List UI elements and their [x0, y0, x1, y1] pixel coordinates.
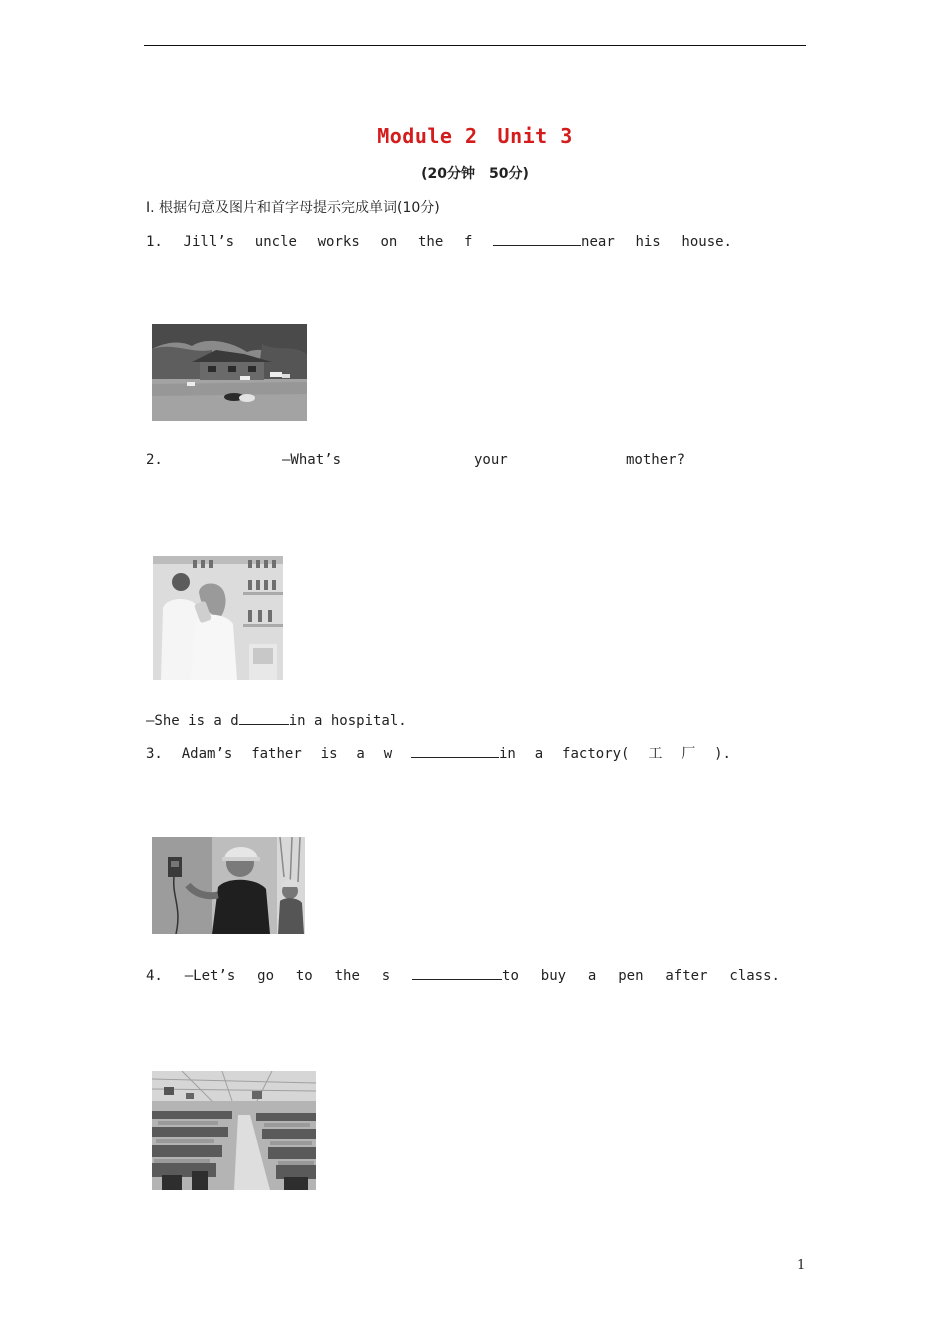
- section-heading: Ⅰ. 根据句意及图片和首字母提示完成单词(10分): [146, 200, 440, 216]
- worker-photo: [152, 837, 305, 934]
- question-3: [146, 743, 731, 763]
- question-4: [146, 965, 780, 984]
- farm-photo: [152, 324, 307, 421]
- q1-word: f: [463, 234, 473, 250]
- q1-word: uncle: [254, 234, 297, 250]
- q3-word: 厂: [681, 746, 696, 762]
- q4-word: buy: [540, 968, 567, 984]
- q3-word: is: [320, 746, 338, 762]
- q3-word: factory(: [562, 746, 630, 762]
- q3-word: w: [383, 746, 393, 762]
- q1-word: house.: [681, 234, 732, 250]
- q4-word: class.: [729, 968, 780, 984]
- q1-answer: near: [493, 231, 615, 250]
- q3-blank[interactable]: [411, 743, 499, 758]
- q4-answer: to: [412, 965, 519, 984]
- q1-blank[interactable]: [493, 231, 581, 246]
- q3-number: 3.: [146, 746, 163, 762]
- q3-word: father: [251, 746, 302, 762]
- q2-word: your: [474, 452, 508, 468]
- q4-word: s: [381, 968, 391, 984]
- q3-word: Adam’s: [181, 746, 233, 762]
- subtitle-time: (20分钟: [421, 166, 475, 182]
- q2-word: mother?: [626, 452, 686, 468]
- page-number: 1: [797, 1258, 806, 1273]
- page-title: [0, 124, 950, 148]
- q4-word: pen: [618, 968, 644, 984]
- q4-blank[interactable]: [412, 965, 502, 980]
- q3-word: 工: [648, 746, 663, 762]
- q1-word: Jill’s: [183, 234, 235, 250]
- q1-word: his: [635, 234, 661, 250]
- q4-word: go: [257, 968, 275, 984]
- question-2: [146, 452, 691, 472]
- q3-word: a: [534, 746, 544, 762]
- q2-answer-line: [146, 710, 407, 729]
- q3-word: a: [356, 746, 365, 762]
- q2-number: 2.: [146, 452, 163, 468]
- q1-word: works: [317, 234, 360, 250]
- q4-word: the: [334, 968, 360, 984]
- doctor-photo: [153, 556, 283, 680]
- title-unit: Unit 3: [497, 124, 573, 148]
- q2-word: —What’s: [282, 452, 342, 468]
- title-module: Module 2: [377, 124, 478, 148]
- subtitle-score: 50分): [489, 166, 529, 182]
- q1-word: the: [417, 234, 444, 250]
- q1-number: 1.: [146, 234, 163, 250]
- q3-word: ).: [714, 746, 731, 762]
- page-subtitle: [0, 163, 950, 183]
- question-1: [146, 231, 732, 250]
- q2-blank[interactable]: [239, 710, 289, 725]
- q2-answer-end: in a hospital.: [288, 713, 407, 729]
- q3-answer: in: [411, 743, 516, 762]
- q4-word: a: [587, 968, 597, 984]
- q4-word: after: [665, 968, 708, 984]
- q4-word: to: [295, 968, 313, 984]
- q4-word: —Let’s: [184, 968, 236, 984]
- header-rule: [144, 45, 806, 46]
- q2-answer-text: —She is a d: [146, 713, 239, 729]
- supermarket-photo: [152, 1071, 316, 1190]
- q1-word: on: [380, 234, 398, 250]
- q4-number: 4.: [146, 968, 163, 984]
